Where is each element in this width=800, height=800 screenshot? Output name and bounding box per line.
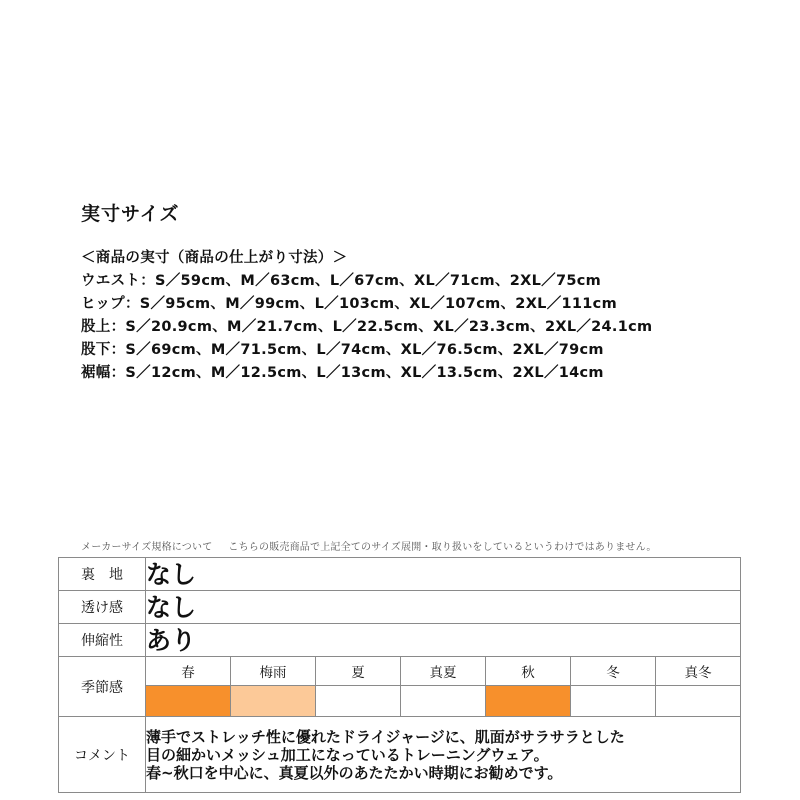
size-note xyxy=(81,538,657,553)
season-midwinter: 真冬 xyxy=(656,657,741,686)
size-inseam: 股下：S／69cm、M／71.5cm、L／74cm、XL／76.5cm、2XL／79cm xyxy=(81,342,604,358)
season-mark-midsummer xyxy=(401,686,486,717)
row-lining xyxy=(59,558,741,591)
season-autumn: 秋 xyxy=(486,657,571,686)
season-mark-spring xyxy=(146,686,231,717)
label-sheer: 透け感 xyxy=(59,591,146,624)
size-waist: ウエスト：S／59cm、M／63cm、L／67cm、XL／71cm、2XL／75cm xyxy=(81,273,602,289)
row-season-marks xyxy=(59,686,741,717)
row-comment xyxy=(59,717,741,793)
season-winter: 冬 xyxy=(571,657,656,686)
comment-line: 春~秋口を中心に、真夏以外のあたたかい時期にお勧めです。 xyxy=(146,763,563,782)
value-lining: なし xyxy=(146,558,741,591)
spec-table xyxy=(58,557,741,793)
row-sheer xyxy=(59,591,741,624)
size-header: ＜商品の実寸（商品の仕上がり寸法）＞ xyxy=(81,250,348,266)
season-mark-autumn xyxy=(486,686,571,717)
size-hip: ヒップ：S／95cm、M／99cm、L／103cm、XL／107cm、2XL／111cm xyxy=(81,296,617,312)
season-spring: 春 xyxy=(146,657,231,686)
page-title: 実寸サイズ xyxy=(81,203,180,225)
size-note-right: こちらの販売商品で上記全てのサイズ展開・取り扱いをしているというわけではありません。 xyxy=(228,542,657,553)
comment-line: 薄手でストレッチ性に優れたドライジャージに、肌面がサラサラとした xyxy=(146,727,625,746)
season-summer: 夏 xyxy=(316,657,401,686)
row-season-names xyxy=(59,657,741,686)
season-mark-rainy xyxy=(231,686,316,717)
label-lining: 裏 地 xyxy=(59,558,146,591)
season-mark-summer xyxy=(316,686,401,717)
size-rise: 股上：S／20.9cm、M／21.7cm、L／22.5cm、XL／23.3cm、2XL／24.1cm xyxy=(81,319,653,335)
season-mark-winter xyxy=(571,686,656,717)
comment-line: 目の細かいメッシュ加工になっているトレーニングウェア。 xyxy=(146,745,549,764)
label-season: 季節感 xyxy=(59,657,146,717)
size-note-left: メーカーサイズ規格について xyxy=(81,542,213,553)
season-mark-midwinter xyxy=(656,686,741,717)
season-rainy: 梅雨 xyxy=(231,657,316,686)
size-hem: 裾幅：S／12cm、M／12.5cm、L／13cm、XL／13.5cm、2XL／14cm xyxy=(81,365,604,381)
row-stretch xyxy=(59,624,741,657)
size-list xyxy=(81,247,652,385)
value-stretch: あり xyxy=(146,624,741,657)
comment-text xyxy=(146,717,741,793)
label-comment: コメント xyxy=(59,717,146,793)
label-stretch: 伸縮性 xyxy=(59,624,146,657)
season-midsummer: 真夏 xyxy=(401,657,486,686)
value-sheer: なし xyxy=(146,591,741,624)
